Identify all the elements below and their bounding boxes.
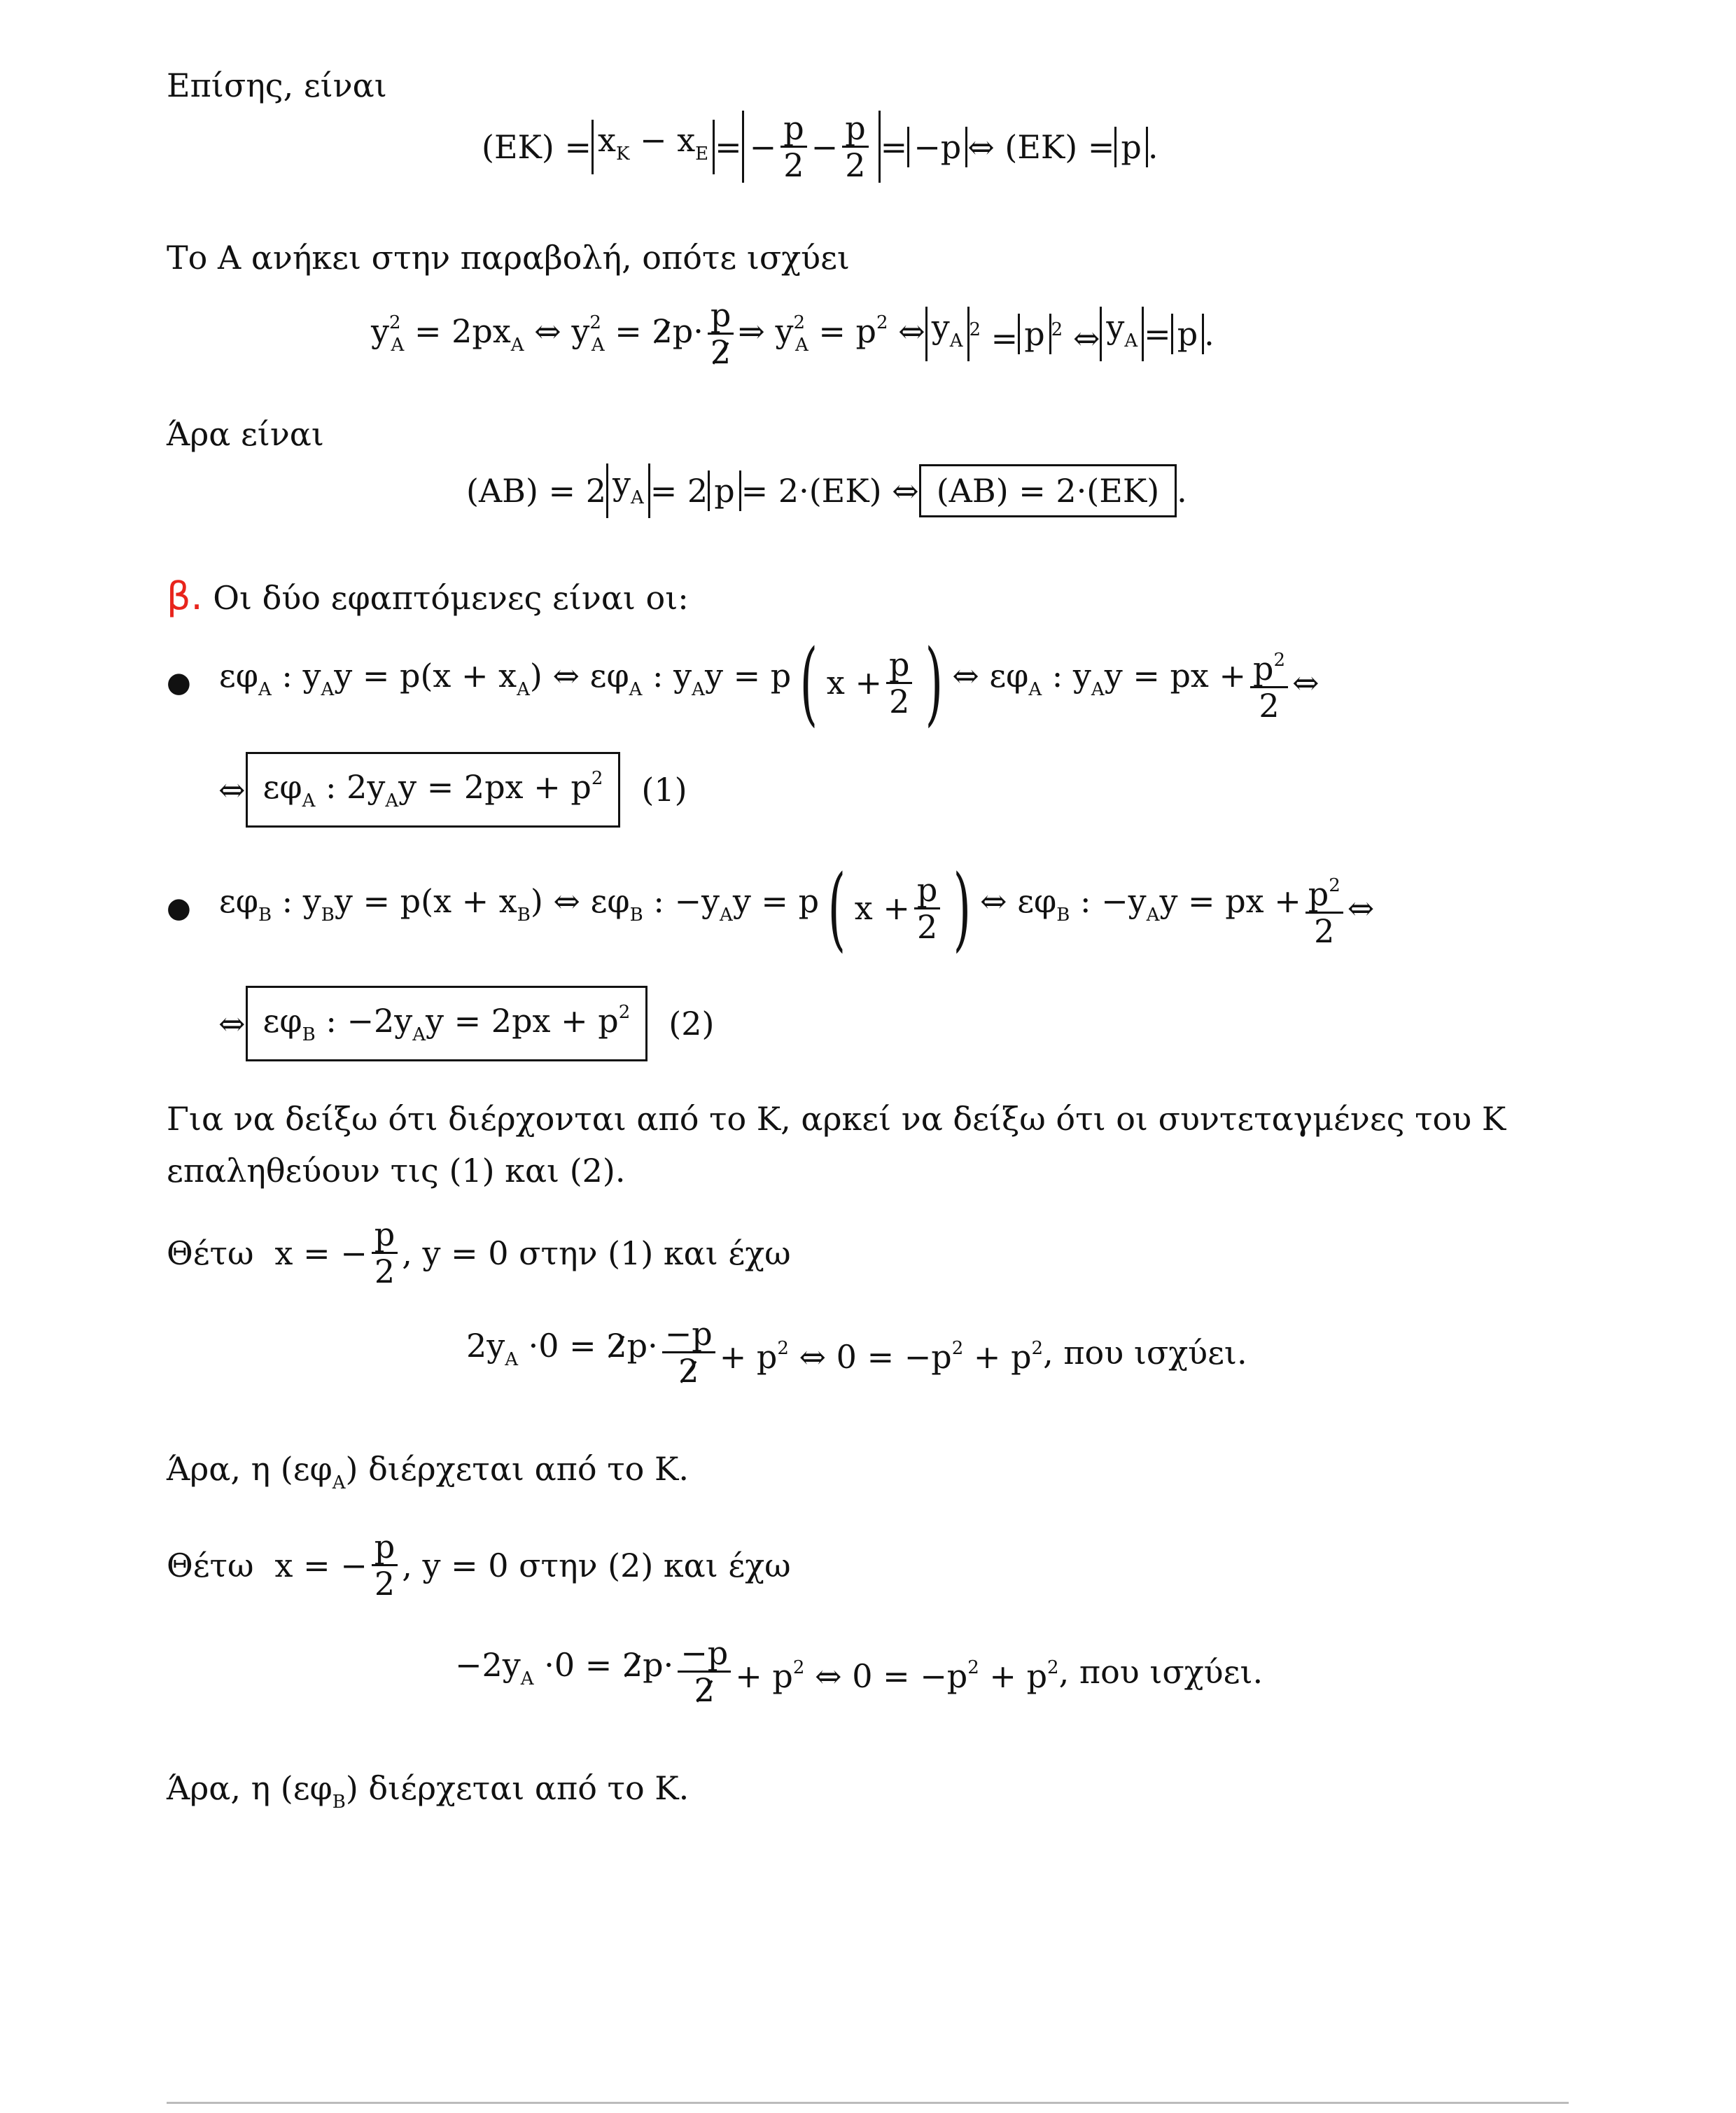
- conclusion-a: Άρα, η $(\varepsilon\varphi_A)$ διέρχεται από το Κ.: [167, 1450, 689, 1493]
- equation-ek: $(EK) =x_K - x_E=-$ $\frac{p}{2}$ − $\frac{p}{2}$ =−p⇔ (ΕΚ) =p.: [482, 109, 1158, 184]
- verification-1: $2y_A \cdot 0 = 2p\cdot$ $\frac{-p}{2}$ + $p^2$ ⇔ $0 = -p^2 + p^2$, που ισχύει.: [466, 1315, 1247, 1390]
- conclusion-b: Άρα, η $(\varepsilon\varphi_B)$ διέρχεται από το Κ.: [167, 1769, 690, 1813]
- text-line: Άρα είναι: [167, 415, 324, 453]
- text-line: Για να δείξω ότι διέρχονται από το Κ, αρκεί να δείξω ότι οι συντεταγμένες του Κ: [167, 1100, 1506, 1138]
- text-line: Το Α ανήκει στην παραβολή, οπότε ισχύει: [167, 239, 850, 277]
- text-line: Επίσης, είναι: [167, 67, 387, 104]
- equation-boxed-2: ⇔ $\varepsilon\varphi_B$ : $-2y_Ay = 2px + p^2$ (2): [218, 986, 714, 1061]
- equation-boxed-1: ⇔ $\varepsilon\varphi_A$ : $2y_Ay = 2px + p^2$ (1): [218, 752, 687, 828]
- section-beta: [167, 576, 689, 619]
- boxed-result: (ΑΒ) = 2·(ΕΚ): [919, 464, 1177, 517]
- substitution-1: Θέτω x = − $\frac{p}{2}$ , y = 0 στην (1) και έχω: [167, 1215, 791, 1290]
- equation-ya: $y^2_A = 2px_A$ ⇔ $y^2_A = 2p\cdot$ $\frac{p}{2}$ ⇒ $y^2_A = p^2$ $\Leftrightarrow y_A^2 =p$ $^2$ $\Leftrightarrow y_A=p$.: [371, 296, 1214, 371]
- equation-tangent-b: ● $\varepsilon\varphi_B$ : $y_By = p(x + x_B)$ ⇔ $\varepsilon\varphi_B$ : $-y_Ay = p$( x + $\frac{p}{2}$ )⇔ $\varepsilon\varphi_B$ : $-y_Ay$ = px + $\frac{p^2}{2}$ ⇔: [167, 855, 1375, 961]
- footer-rule: [167, 2102, 1569, 2104]
- verification-2: $-2y_A \cdot 0 = 2p\cdot$ $\frac{-p}{2}$ + $p^2$ ⇔ $0 = -p^2 + p^2$, που ισχύει.: [455, 1634, 1264, 1709]
- text-line: επαληθεύουν τις (1) και (2).: [167, 1152, 626, 1190]
- equation-tangent-a: ● $\varepsilon\varphi_A$ : $y_Ay = p(x + x_A)$ ⇔ $\varepsilon\varphi_A$ : $y_Ay = p$( x + $\frac{p}{2}$ )⇔ $\varepsilon\varphi_A$ : $y_Ay$ = px + $\frac{p^2}{2}$ ⇔: [167, 629, 1320, 736]
- text-line: Οι δύο εφαπτόμενες είναι οι:: [213, 579, 689, 617]
- section-label: β.: [167, 574, 203, 618]
- equation-ab: (ΑΒ) = 2 $y_A= 2$ p= 2·(ΕΚ) ⇔(ΑΒ) = 2·(ΕΚ).: [466, 463, 1187, 518]
- substitution-2: Θέτω x = − $\frac{p}{2}$ , y = 0 στην (2) και έχω: [167, 1528, 791, 1603]
